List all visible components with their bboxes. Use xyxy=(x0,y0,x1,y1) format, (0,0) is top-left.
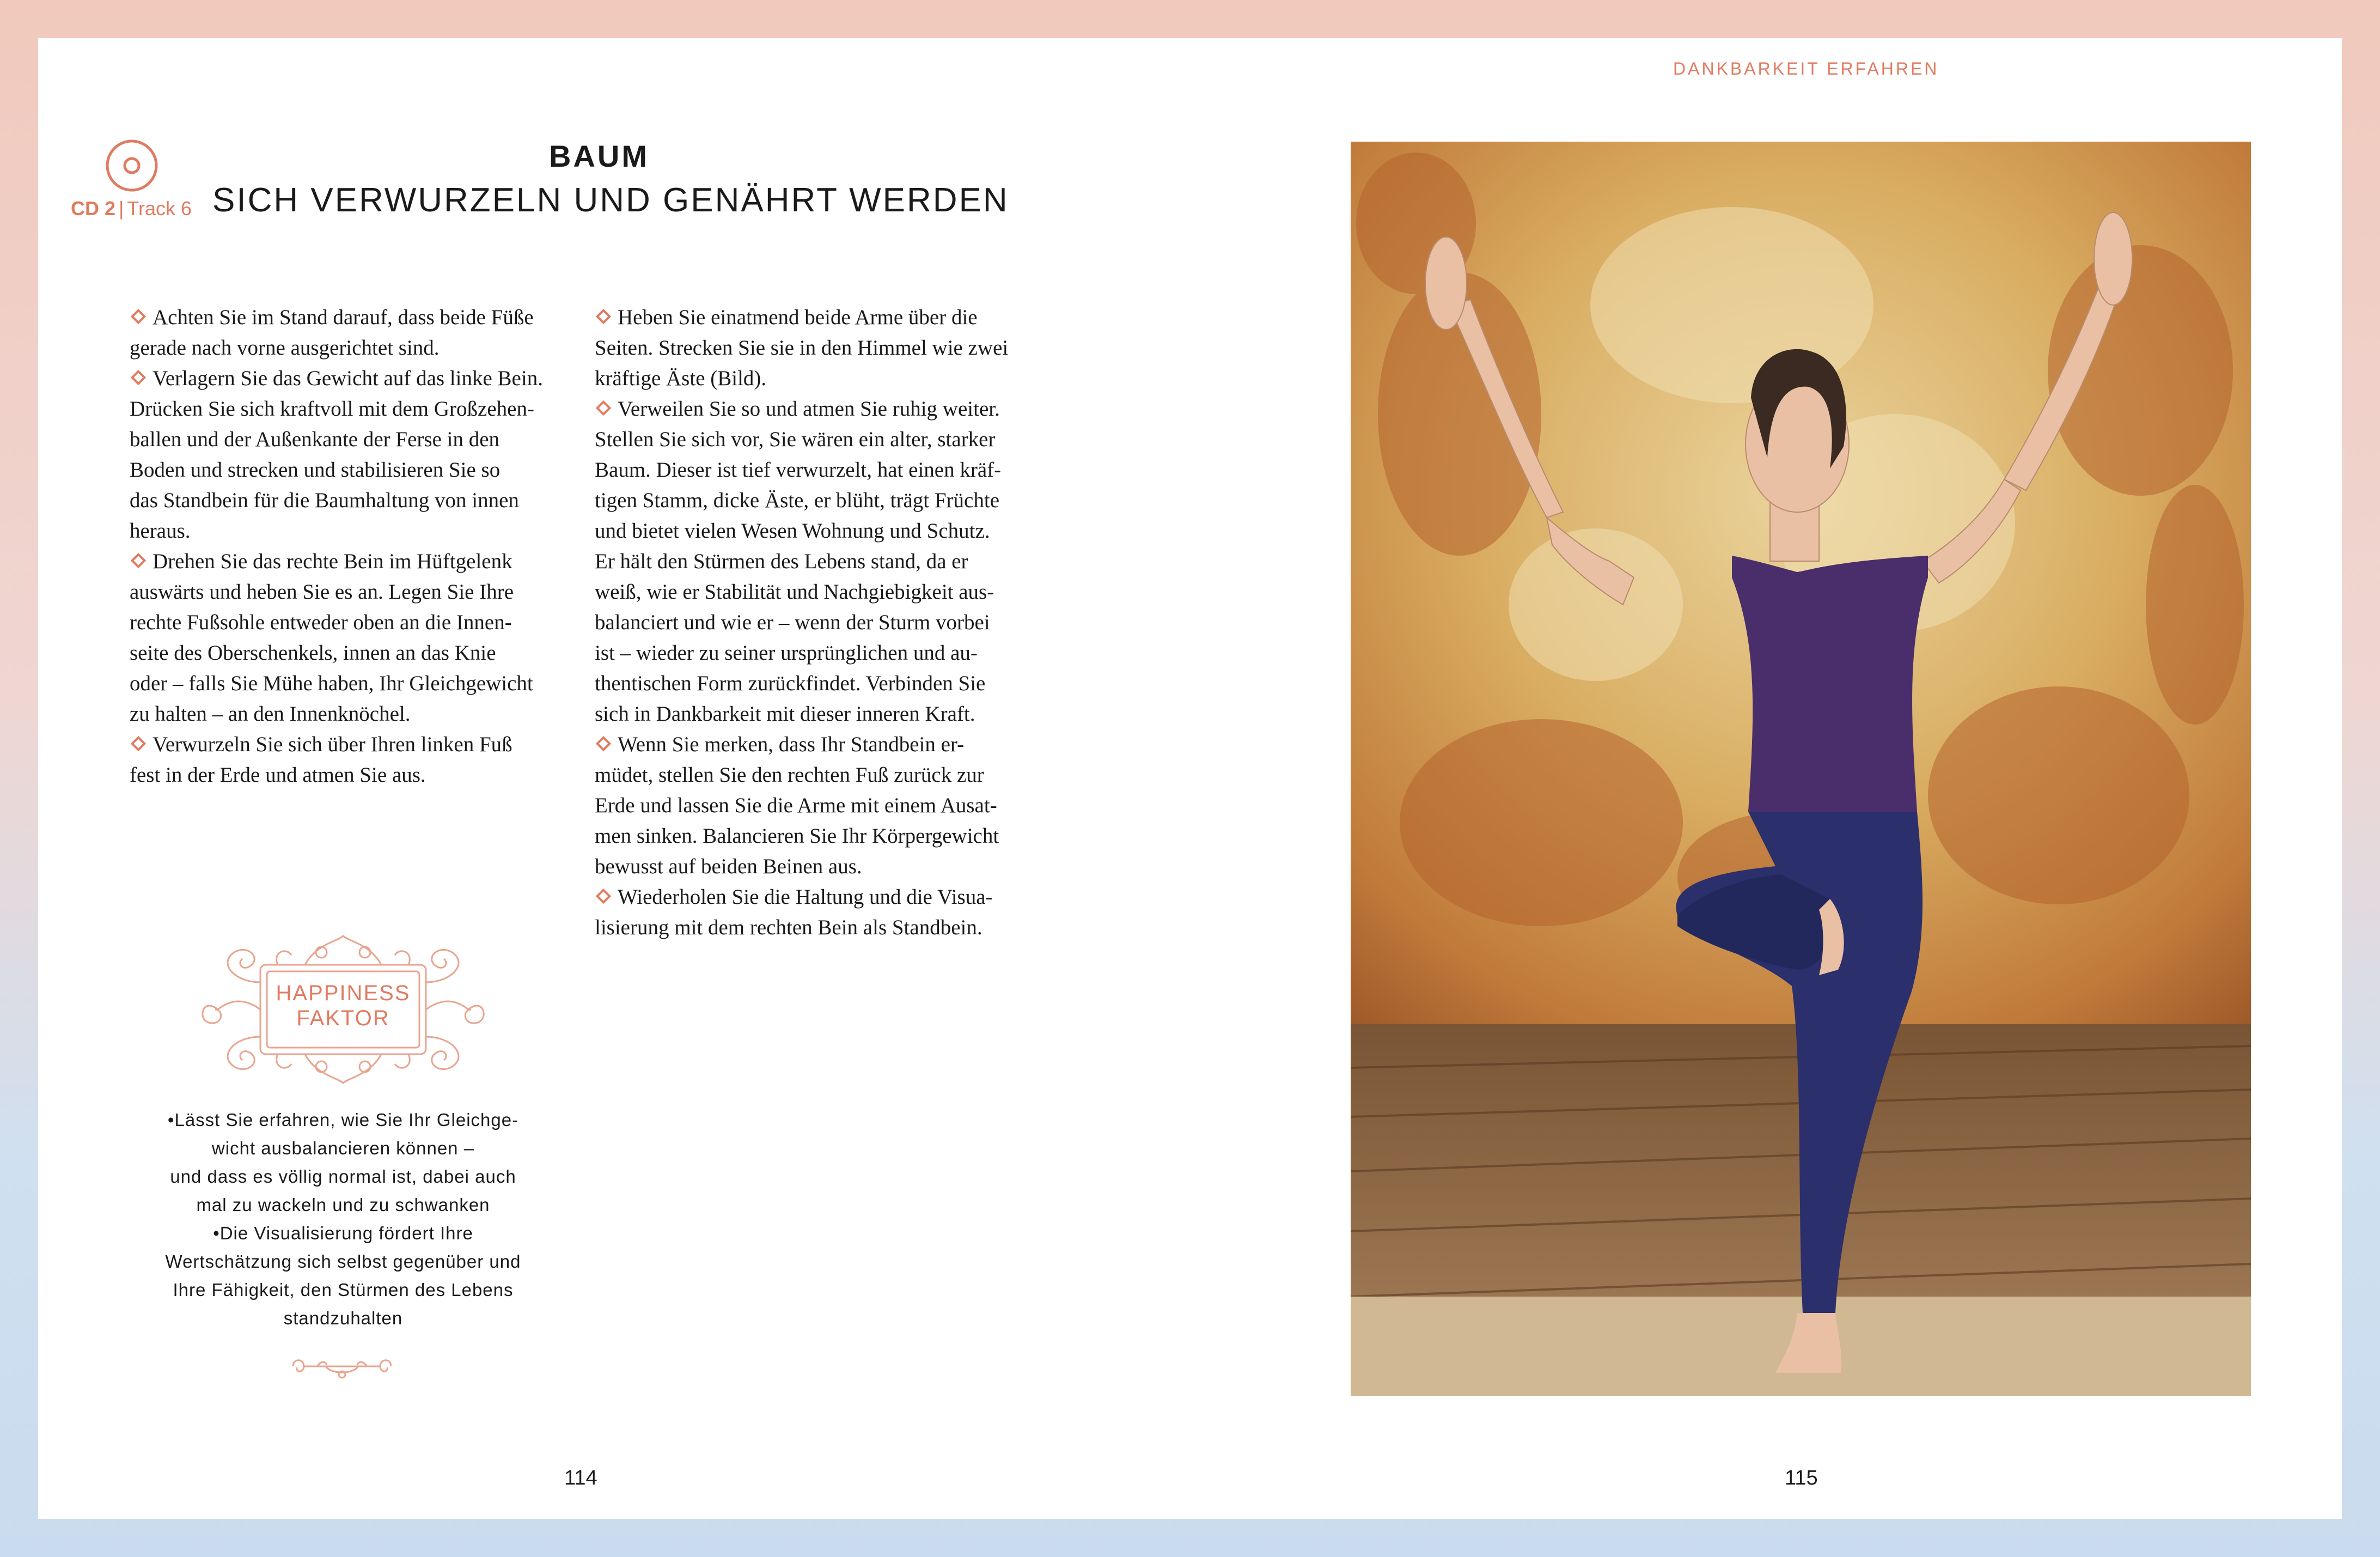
text-line xyxy=(130,699,582,729)
text-line-content: Verweilen Sie so und atmen Sie ruhig weiter. xyxy=(618,397,1000,421)
text-line-content: ist – wieder zu seiner ursprünglichen und au- xyxy=(595,641,978,665)
text-line-content: fest in der Erde und atmen Sie aus. xyxy=(130,763,426,787)
ornament-icon xyxy=(288,1350,396,1383)
text-line xyxy=(130,455,582,485)
text-line xyxy=(595,516,1047,546)
diamond-bullet-icon xyxy=(131,309,146,324)
badge-line-1: HAPPINESS xyxy=(276,981,411,1005)
text-line-content: ballen und der Außenkante der Ferse in den xyxy=(130,428,500,451)
text-line xyxy=(130,729,582,760)
diamond-bullet-icon xyxy=(596,736,611,751)
text-line-content: men sinken. Balancieren Sie Ihr Körpergewicht xyxy=(595,824,999,848)
happiness-line: und dass es völlig normal ist, dabei auch xyxy=(170,1166,516,1187)
text-line-content: sich in Dankbarkeit mit dieser inneren Kraft. xyxy=(595,702,975,726)
text-line xyxy=(595,363,1047,394)
text-line-content: bewusst auf beiden Beinen aus. xyxy=(595,855,862,878)
text-line-content: tigen Stamm, dicke Äste, er blüht, trägt Früchte xyxy=(595,489,999,512)
text-line-content: Verwurzeln Sie sich über Ihren linken Fuß xyxy=(152,733,512,756)
text-line-content: weiß, wie er Stabilität und Nachgiebigkeit aus- xyxy=(595,580,994,604)
text-line-content: und bietet vielen Wesen Wohnung und Schutz. xyxy=(595,519,990,543)
text-line-content: Drehen Sie das rechte Bein im Hüftgelenk xyxy=(152,550,512,573)
yoga-tree-pose-photo xyxy=(1351,142,2251,1396)
text-line xyxy=(130,607,582,638)
exercise-subtitle: SICH VERWURZELN UND GENÄHRT WERDEN xyxy=(212,181,1009,219)
diamond-bullet-icon xyxy=(596,309,611,324)
cd-icon xyxy=(105,138,159,193)
happiness-line: standzuhalten xyxy=(283,1308,403,1328)
happiness-benefits xyxy=(125,1106,561,1333)
text-line xyxy=(595,485,1047,516)
text-line xyxy=(595,882,1047,913)
text-line-content: seite des Oberschenkels, innen an das Knie xyxy=(130,641,496,665)
text-line-content: Baum. Dieser ist tief verwurzelt, hat einen kräf- xyxy=(595,458,1002,482)
text-line-content: Stellen Sie sich vor, Sie wären ein alter, starker xyxy=(595,428,996,451)
text-line-content: Seiten. Strecken Sie sie in den Himmel wie zwei xyxy=(595,336,1009,360)
text-line-content: gerade nach vorne ausgerichtet sind. xyxy=(130,336,440,360)
text-line-content: oder – falls Sie Mühe haben, Ihr Gleichgewicht xyxy=(130,672,533,695)
diamond-bullet-icon xyxy=(596,889,611,904)
text-line-content: Drücken Sie sich kraftvoll mit dem Großzehen- xyxy=(130,397,534,421)
happiness-faktor-label xyxy=(185,981,501,1031)
text-line-content: Wenn Sie merken, dass Ihr Standbein er- xyxy=(618,733,965,756)
happiness-line: Ihre Fähigkeit, den Stürmen des Lebens xyxy=(173,1280,514,1300)
text-line xyxy=(595,699,1047,729)
page-number-right: 115 xyxy=(1785,1467,1818,1489)
text-line xyxy=(595,790,1047,821)
text-column-left xyxy=(130,302,582,790)
happiness-line: mal zu wackeln und zu schwanken xyxy=(196,1195,490,1215)
text-line xyxy=(595,577,1047,607)
diamond-bullet-icon xyxy=(131,736,146,751)
text-line xyxy=(595,607,1047,638)
text-line xyxy=(595,821,1047,852)
cd-track-label: CD 2 | Track 6 xyxy=(71,197,192,220)
text-line xyxy=(595,638,1047,668)
cd-number: CD 2 xyxy=(71,197,116,220)
text-line-content: heraus. xyxy=(130,519,191,543)
text-line xyxy=(595,302,1047,333)
text-line xyxy=(595,852,1047,882)
diamond-bullet-icon xyxy=(596,400,611,416)
text-line-content: zu halten – an den Innenknöchel. xyxy=(130,702,411,726)
text-line xyxy=(130,546,582,577)
badge-line-2: FAKTOR xyxy=(296,1006,390,1030)
text-line xyxy=(595,455,1047,485)
text-line-content: Boden und strecken und stabilisieren Sie so xyxy=(130,458,501,482)
text-line xyxy=(595,760,1047,790)
text-line-content: Achten Sie im Stand darauf, dass beide Füße xyxy=(152,306,534,329)
page-number-left: 114 xyxy=(564,1467,597,1489)
happiness-line: •Die Visualisierung fördert Ihre xyxy=(213,1223,473,1243)
text-line-content: rechte Fußsohle entweder oben an die Innen- xyxy=(130,611,512,634)
text-line xyxy=(595,729,1047,760)
text-line xyxy=(130,668,582,699)
text-line xyxy=(595,668,1047,699)
diamond-bullet-icon xyxy=(131,553,146,568)
text-line-content: kräftige Äste (Bild). xyxy=(595,367,767,390)
text-line-content: Er hält den Stürmen des Lebens stand, da er xyxy=(595,550,968,573)
text-line-content: lisierung mit dem rechten Bein als Standbein. xyxy=(595,916,982,939)
text-line xyxy=(130,394,582,424)
text-line xyxy=(595,333,1047,363)
text-line xyxy=(130,638,582,668)
text-line xyxy=(130,485,582,516)
diamond-bullet-icon xyxy=(131,370,146,385)
text-line xyxy=(595,546,1047,577)
text-line xyxy=(595,913,1047,943)
text-line xyxy=(130,424,582,455)
text-line-content: müdet, stellen Sie den rechten Fuß zurück zur xyxy=(595,763,984,787)
happiness-line: •Lässt Sie erfahren, wie Sie Ihr Gleichge- xyxy=(167,1110,519,1130)
text-line-content: Verlagern Sie das Gewicht auf das linke Bein. xyxy=(152,367,543,390)
text-line-content: balanciert und wie er – wenn der Sturm vorbei xyxy=(595,611,990,634)
text-line xyxy=(130,516,582,546)
text-line-content: das Standbein für die Baumhaltung von innen xyxy=(130,489,519,512)
text-line xyxy=(130,302,582,333)
exercise-title: BAUM xyxy=(549,139,649,173)
track-number: Track 6 xyxy=(127,197,192,220)
text-line-content: Wiederholen Sie die Haltung und die Visua- xyxy=(618,885,993,909)
text-line xyxy=(130,760,582,790)
text-line xyxy=(595,424,1047,455)
running-head: DANKBARKEIT ERFAHREN xyxy=(1673,59,1939,78)
text-line-content: auswärts und heben Sie es an. Legen Sie Ihre xyxy=(130,580,514,604)
text-line xyxy=(130,577,582,607)
text-line-content: Heben Sie einatmend beide Arme über die xyxy=(618,306,978,329)
text-line-content: thentischen Form zurückfindet. Verbinden Sie xyxy=(595,672,986,695)
text-line xyxy=(130,363,582,394)
text-line xyxy=(130,333,582,363)
happiness-line: Wertschätzung sich selbst gegenüber und xyxy=(165,1251,521,1272)
happiness-line: wicht ausbalancieren können – xyxy=(211,1138,475,1158)
text-line-content: Erde und lassen Sie die Arme mit einem Ausat- xyxy=(595,794,997,817)
text-column-right xyxy=(595,302,1047,943)
text-line xyxy=(595,394,1047,424)
